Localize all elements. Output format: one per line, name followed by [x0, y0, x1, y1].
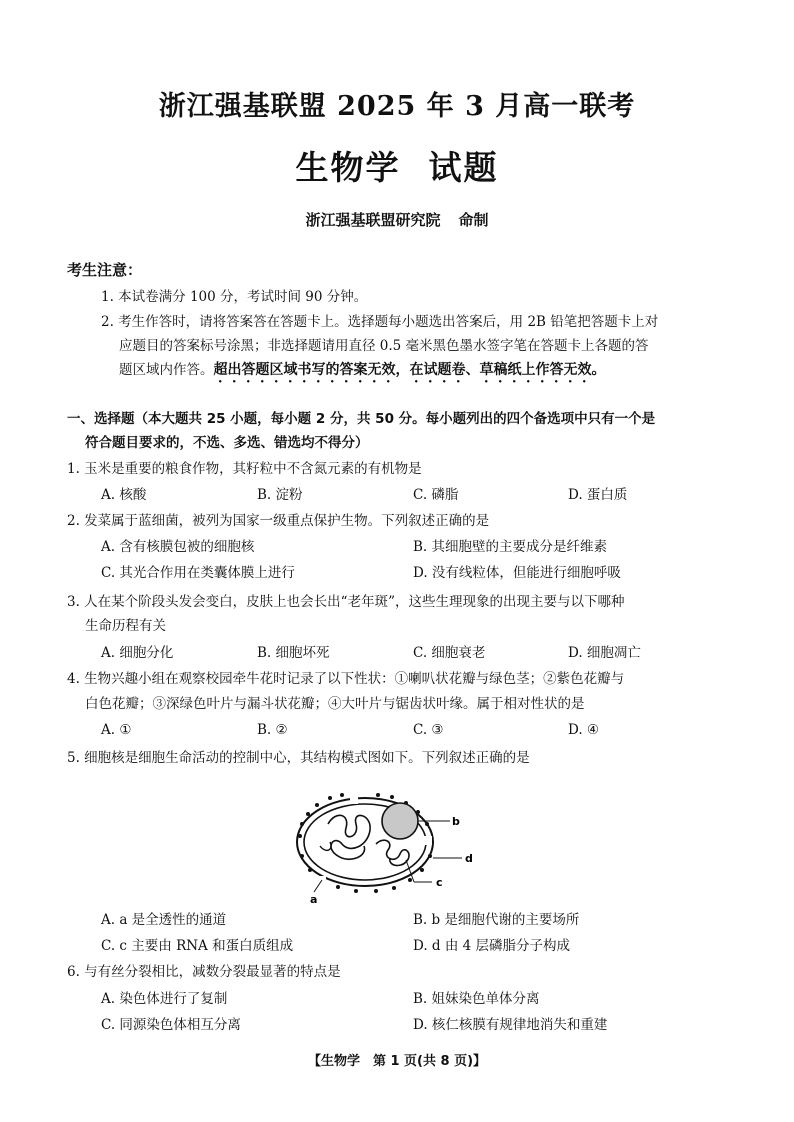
question-5-option-c: C. c 主要由 RNA 和蛋白质组成: [101, 938, 294, 954]
notice-plain-text: 题区域内作答。: [119, 362, 214, 378]
issuer-name: 浙江强基联盟研究院: [305, 211, 441, 229]
question-3-option-b: B. 细胞坏死: [257, 645, 330, 661]
label-b: b: [452, 815, 460, 828]
question-1-option-d: D. 蛋白质: [568, 487, 628, 503]
notice-emphasis-text: 超出答题区域书写的答案无效，在试题卷、草稿纸上作答无效。: [213, 362, 606, 378]
question-2-option-b: B. 其细胞壁的主要成分是纤维素: [413, 539, 608, 555]
question-4-stem-line-1: 4. 生物兴趣小组在观察校园牵牛花时记录了以下性状：①喇叭状花瓣与绿色茎；②紫色花瓣与: [67, 671, 625, 687]
question-2-option-c: C. 其光合作用在类囊体膜上进行: [101, 565, 295, 581]
paper-type: 试题: [428, 148, 499, 187]
label-c: c: [436, 876, 443, 889]
question-6-option-a: A. 染色体进行了复制: [101, 991, 228, 1007]
chromatin: [328, 815, 370, 859]
question-4-option-c: C. ③: [413, 722, 444, 738]
label-a: a: [310, 893, 318, 904]
question-1-option-a: A. 核酸: [101, 487, 147, 503]
question-5-stem: 5. 细胞核是细胞生命活动的控制中心，其结构模式图如下。下列叙述正确的是: [67, 750, 530, 766]
nucleolus: [382, 803, 418, 839]
question-6-option-d: D. 核仁核膜有规律地消失和重建: [413, 1017, 608, 1033]
section-heading-line-2: 符合题目要求的，不选、多选、错选均不得分）: [85, 435, 369, 451]
question-4-option-a: A. ①: [101, 722, 132, 738]
question-4-stem-line-2: 白色花瓣；③深绿色叶片与漏斗状花瓣；④大叶片与锯齿状叶缘。属于相对性状的是: [85, 696, 585, 712]
question-4-option-d: D. ④: [568, 722, 600, 738]
question-3-option-c: C. 细胞衰老: [413, 645, 486, 661]
question-6-option-c: C. 同源染色体相互分离: [101, 1017, 241, 1033]
question-3-stem-line-2: 生命历程有关: [85, 618, 166, 634]
question-2-option-a: A. 含有核膜包被的细胞核: [101, 539, 255, 555]
question-5-option-b: B. b 是细胞代谢的主要场所: [413, 912, 580, 928]
question-5-option-d: D. d 由 4 层磷脂分子构成: [413, 938, 571, 954]
nucleus-structure-diagram: [290, 784, 490, 904]
section-heading-line-1: 一、选择题（本大题共 25 小题，每小题 2 分，共 50 分。每小题列出的四个备选项中只有一个是: [67, 411, 656, 427]
question-1-stem: 1. 玉米是重要的粮食作物，其籽粒中不含氮元素的有机物是: [67, 461, 422, 477]
label-d: d: [465, 852, 473, 865]
exam-issuer: [0, 209, 794, 230]
chromatin: [320, 842, 331, 850]
notice-item-2-line-1: 2. 考生作答时，请将答案答在答题卡上。选择题每小题选出答案后，用 2B 铅笔把答题卡上对: [101, 314, 659, 330]
subject-name: 生物学: [295, 148, 401, 187]
exam-title: 浙江强基联盟 2025 年 3 月高一联考: [158, 91, 636, 122]
nuclear-pore: [350, 796, 358, 804]
notice-heading: 考生注意：: [67, 261, 143, 279]
chromatin: [376, 840, 409, 865]
question-6-stem: 6. 与有丝分裂相比，减数分裂最显著的特点是: [67, 964, 341, 980]
notice-item-2-line-2: 应题目的答案标号涂黑；非选择题请用直径 0.5 毫米黑色墨水签字笔在答题卡上各题的答: [119, 338, 649, 354]
question-5-option-a: A. a 是全透性的通道: [101, 912, 227, 928]
question-1-option-c: C. 磷脂: [413, 487, 459, 503]
issuer-role: 命制: [458, 211, 489, 229]
question-3-stem-line-1: 3. 人在某个阶段头发会变白，皮肤上也会长出“老年斑”，这些生理现象的出现主要与以下哪种: [67, 594, 625, 610]
question-4-option-b: B. ②: [257, 722, 288, 738]
question-2-stem: 2. 发菜属于蓝细菌，被列为国家一级重点保护生物。下列叙述正确的是: [67, 513, 490, 529]
question-3-option-a: A. 细胞分化: [101, 645, 174, 661]
nuclear-pore: [424, 836, 432, 845]
page-footer: 【生物学 第 1 页(共 8 页)】: [307, 1054, 487, 1069]
question-2-option-d: D. 没有线粒体，但能进行细胞呼吸: [413, 565, 621, 581]
notice-item-1: 1. 本试卷满分 100 分，考试时间 90 分钟。: [101, 289, 368, 305]
notice-item-2-line-3: [119, 360, 606, 386]
exam-subject-heading: [0, 142, 794, 189]
question-1-option-b: B. 淀粉: [257, 487, 303, 503]
question-6-option-b: B. 姐妹染色单体分离: [413, 991, 540, 1007]
question-3-option-d: D. 细胞凋亡: [568, 645, 641, 661]
